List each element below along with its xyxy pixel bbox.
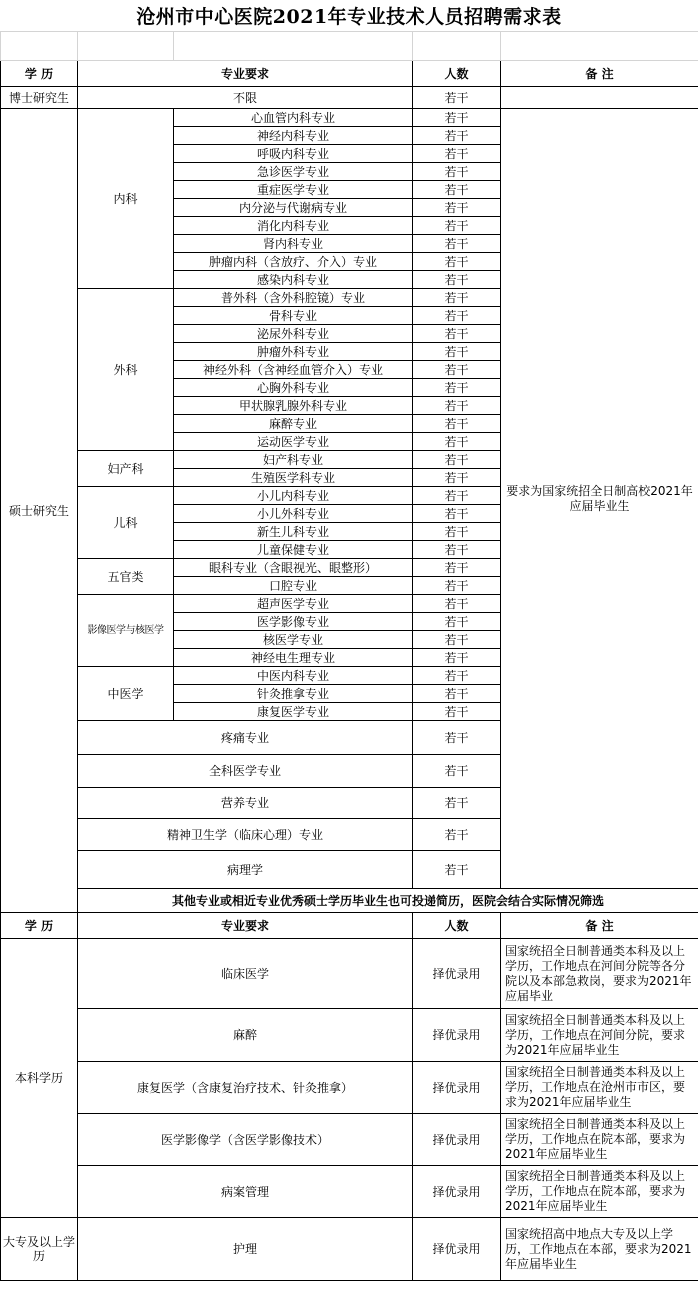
count-cell: 若干 <box>413 595 501 613</box>
count-cell: 若干 <box>413 685 501 703</box>
major-cell: 全科医学专业 <box>78 755 413 788</box>
count-cell: 若干 <box>413 163 501 181</box>
header-education: 学 历 <box>1 913 78 939</box>
major-cell: 儿童保健专业 <box>174 541 413 559</box>
masters-note: 要求为国家统招全日制高校2021年应届毕业生 <box>501 109 698 889</box>
masters-education: 硕士研究生 <box>1 109 78 913</box>
major-cell: 心胸外科专业 <box>174 379 413 397</box>
header-education: 学 历 <box>1 61 78 87</box>
count-cell: 若干 <box>413 235 501 253</box>
count-cell: 择优录用 <box>413 1166 501 1218</box>
count-cell: 若干 <box>413 851 501 889</box>
count-cell: 择优录用 <box>413 1062 501 1114</box>
major-cell: 超声医学专业 <box>174 595 413 613</box>
college-education: 大专及以上学历 <box>1 1218 78 1281</box>
header-major: 专业要求 <box>78 61 413 87</box>
count-cell: 若干 <box>413 415 501 433</box>
count-cell: 若干 <box>413 379 501 397</box>
major-cell: 肾内科专业 <box>174 235 413 253</box>
major-cell: 临床医学 <box>78 939 413 1009</box>
count-cell: 若干 <box>413 325 501 343</box>
count-cell: 若干 <box>413 721 501 755</box>
group-label: 五官类 <box>78 559 174 595</box>
count-cell: 若干 <box>413 127 501 145</box>
table-row <box>1 1114 698 1166</box>
masters-footnote: 其他专业或相近专业优秀硕士学历毕业生也可投递简历，医院会结合实际情况筛选 <box>78 889 698 913</box>
major-cell: 普外科（含外科腔镜）专业 <box>174 289 413 307</box>
count-cell: 若干 <box>413 559 501 577</box>
major-cell: 康复医学专业 <box>174 703 413 721</box>
count-cell: 若干 <box>413 181 501 199</box>
count-cell: 若干 <box>413 541 501 559</box>
count-cell: 若干 <box>413 217 501 235</box>
major-cell: 口腔专业 <box>174 577 413 595</box>
table-row <box>1 939 698 1009</box>
header-row <box>1 61 698 87</box>
major-cell: 肿瘤内科（含放疗、介入）专业 <box>174 253 413 271</box>
major-cell: 核医学专业 <box>174 631 413 649</box>
major-cell: 感染内科专业 <box>174 271 413 289</box>
count-cell: 若干 <box>413 819 501 851</box>
count-cell: 若干 <box>413 505 501 523</box>
count-cell: 择优录用 <box>413 1114 501 1166</box>
count-cell: 若干 <box>413 667 501 685</box>
major-cell: 眼科专业（含眼视光、眼整形） <box>174 559 413 577</box>
major-cell: 精神卫生学（临床心理）专业 <box>78 819 413 851</box>
count-cell: 择优录用 <box>413 1009 501 1062</box>
count-cell: 若干 <box>413 788 501 819</box>
count-cell: 若干 <box>413 307 501 325</box>
note-cell: 国家统招全日制普通类本科及以上学历，工作地点在院本部，要求为2021年应届毕业生 <box>501 1114 698 1166</box>
count-cell: 若干 <box>413 451 501 469</box>
count-cell: 若干 <box>413 253 501 271</box>
count-cell: 若干 <box>413 469 501 487</box>
major-cell: 疼痛专业 <box>78 721 413 755</box>
major-cell: 病理学 <box>78 851 413 889</box>
count-cell: 若干 <box>413 397 501 415</box>
note-cell: 国家统招高中地点大专及以上学历，工作地点在本部，要求为2021年应届毕业生 <box>501 1218 698 1281</box>
note-cell: 国家统招全日制普通类本科及以上学历，工作地点在河间分院等各分院以及本部急救岗，要求为2021年应届毕业 <box>501 939 698 1009</box>
count-cell: 若干 <box>413 703 501 721</box>
major-cell: 神经内科专业 <box>174 127 413 145</box>
count-cell: 择优录用 <box>413 1218 501 1281</box>
table-row <box>1 1062 698 1114</box>
group-label: 儿科 <box>78 487 174 559</box>
count-cell: 若干 <box>413 577 501 595</box>
group-label: 妇产科 <box>78 451 174 487</box>
count-cell: 若干 <box>413 343 501 361</box>
major-cell: 麻醉专业 <box>174 415 413 433</box>
major-cell: 运动医学专业 <box>174 433 413 451</box>
count-cell: 若干 <box>413 487 501 505</box>
major-cell: 新生儿科专业 <box>174 523 413 541</box>
count-cell: 择优录用 <box>413 939 501 1009</box>
bachelor-education: 本科学历 <box>1 939 78 1218</box>
major-cell: 护理 <box>78 1218 413 1281</box>
major-cell: 骨科专业 <box>174 307 413 325</box>
major-cell: 内分泌与代谢病专业 <box>174 199 413 217</box>
header-major: 专业要求 <box>78 913 413 939</box>
count-cell: 若干 <box>413 631 501 649</box>
major-cell: 急诊医学专业 <box>174 163 413 181</box>
major-cell: 心血管内科专业 <box>174 109 413 127</box>
count-cell: 若干 <box>413 271 501 289</box>
count-cell: 若干 <box>413 199 501 217</box>
header-count: 人数 <box>413 61 501 87</box>
count-cell: 若干 <box>413 361 501 379</box>
major-cell: 针灸推拿专业 <box>174 685 413 703</box>
major-cell: 肿瘤外科专业 <box>174 343 413 361</box>
count-cell: 若干 <box>413 109 501 127</box>
phd-major: 不限 <box>78 87 413 109</box>
phd-education: 博士研究生 <box>1 87 78 109</box>
table-row <box>1 1009 698 1062</box>
count-cell: 若干 <box>413 433 501 451</box>
count-cell: 若干 <box>413 289 501 307</box>
major-cell: 小儿内科专业 <box>174 487 413 505</box>
group-label: 中医学 <box>78 667 174 721</box>
phd-note <box>501 87 698 109</box>
major-cell: 医学影像专业 <box>174 613 413 631</box>
major-cell: 麻醉 <box>78 1009 413 1062</box>
header-count: 人数 <box>413 913 501 939</box>
major-cell: 妇产科专业 <box>174 451 413 469</box>
major-cell: 泌尿外科专业 <box>174 325 413 343</box>
major-cell: 甲状腺乳腺外科专业 <box>174 397 413 415</box>
empty-row <box>1 32 698 61</box>
recruitment-table <box>0 31 698 1281</box>
major-cell: 中医内科专业 <box>174 667 413 685</box>
major-cell: 小儿外科专业 <box>174 505 413 523</box>
major-cell: 消化内科专业 <box>174 217 413 235</box>
table-row <box>1 109 698 127</box>
note-cell: 国家统招全日制普通类本科及以上学历，工作地点在院本部，要求为2021年应届毕业生 <box>501 1166 698 1218</box>
group-label: 外科 <box>78 289 174 451</box>
count-cell: 若干 <box>413 755 501 788</box>
group-label: 影像医学与核医学 <box>78 595 174 667</box>
major-cell: 神经电生理专业 <box>174 649 413 667</box>
major-cell: 医学影像学（含医学影像技术） <box>78 1114 413 1166</box>
major-cell: 病案管理 <box>78 1166 413 1218</box>
major-cell: 神经外科（含神经血管介入）专业 <box>174 361 413 379</box>
header-row <box>1 913 698 939</box>
header-note: 备 注 <box>501 913 698 939</box>
note-cell: 国家统招全日制普通类本科及以上学历，工作地点在沧州市市区，要求为2021年应届毕业生 <box>501 1062 698 1114</box>
phd-row <box>1 87 698 109</box>
major-cell: 生殖医学科专业 <box>174 469 413 487</box>
major-cell: 营养专业 <box>78 788 413 819</box>
header-note: 备 注 <box>501 61 698 87</box>
phd-count: 若干 <box>413 87 501 109</box>
major-cell: 呼吸内科专业 <box>174 145 413 163</box>
table-row <box>1 1218 698 1281</box>
count-cell: 若干 <box>413 613 501 631</box>
group-label: 内科 <box>78 109 174 289</box>
count-cell: 若干 <box>413 649 501 667</box>
table-row <box>1 1166 698 1218</box>
note-cell: 国家统招全日制普通类本科及以上学历，工作地点在河间分院，要求为2021年应届毕业生 <box>501 1009 698 1062</box>
footnote-row <box>1 889 698 913</box>
page-title: 沧州市中心医院2021年专业技术人员招聘需求表 <box>136 6 562 28</box>
major-cell: 重症医学专业 <box>174 181 413 199</box>
count-cell: 若干 <box>413 523 501 541</box>
count-cell: 若干 <box>413 145 501 163</box>
major-cell: 康复医学（含康复治疗技术、针灸推拿） <box>78 1062 413 1114</box>
